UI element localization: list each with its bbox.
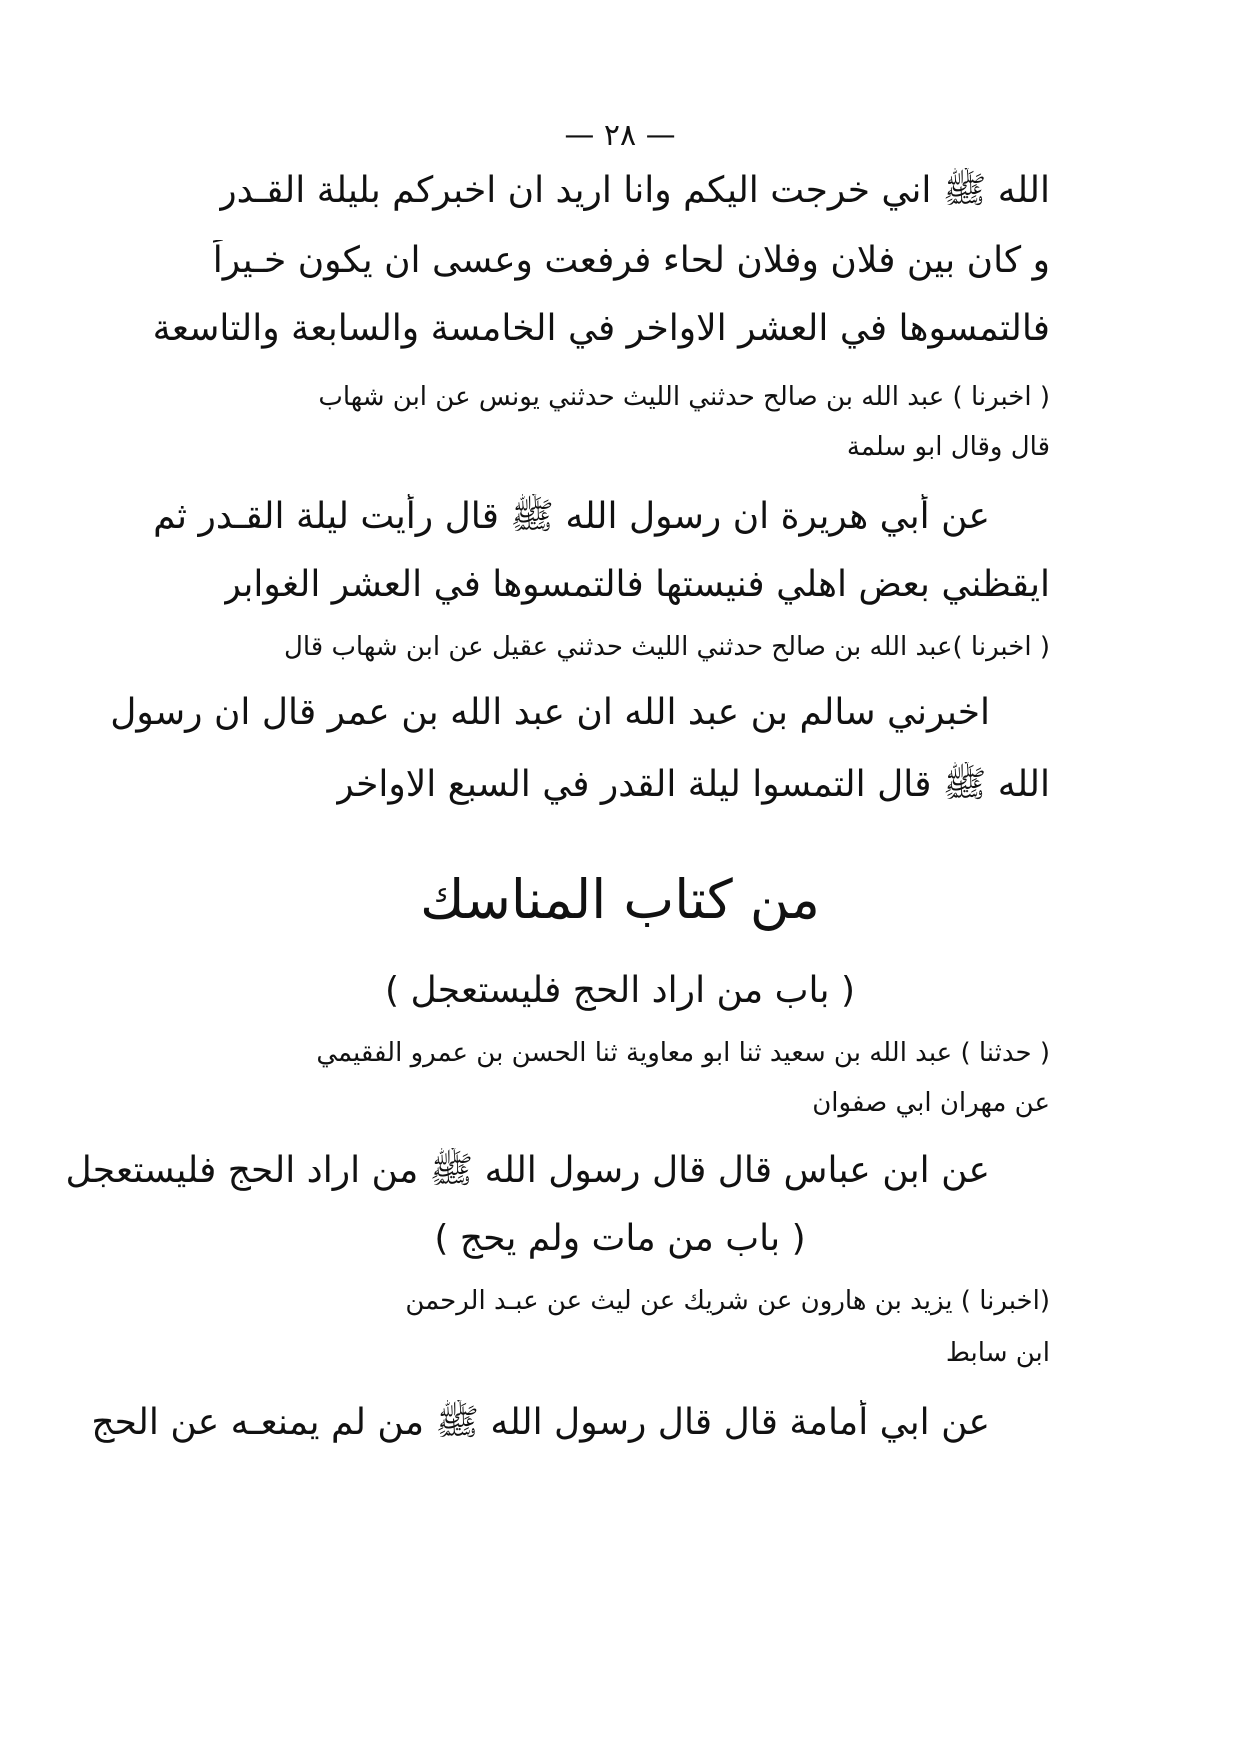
text-line-4: عن أبي هريرة ان رسول الله ﷺ قال رأيت ليلة القـدر ثم <box>153 496 990 537</box>
text-line-9: عن ابي أمامة قال قال رسول الله ﷺ من لم يمنعـه عن الحج <box>91 1402 990 1443</box>
isnad-line-5: عن مهران ابي صفوان <box>812 1088 1050 1118</box>
page-number: — ٢٨ — <box>564 118 676 153</box>
text-line-5: ايقظني بعض اهلي فنيستها فالتمسوها في العشر الغوابر <box>223 564 1050 605</box>
isnad-line-2: قال وقال ابو سلمة <box>846 432 1050 462</box>
text-line-7: الله ﷺ قال التمسوا ليلة القدر في السبع الاواخر <box>336 764 1050 805</box>
chapter-heading-1: ( باب من اراد الحج فليستعجل ) <box>384 970 856 1011</box>
text-line-6: اخبرني سالم بن عبد الله ان عبد الله بن عمر قال ان رسول <box>110 692 990 733</box>
isnad-line-7: ابن سابط <box>945 1338 1050 1368</box>
chapter-heading-2: ( باب من مات ولم يحج ) <box>434 1218 806 1259</box>
isnad-line-3: ( اخبرنا )عبد الله بن صالح حدثني الليث حدثني عقيل عن ابن شهاب قال <box>283 632 1050 662</box>
text-line-8: عن ابن عباس قال قال رسول الله ﷺ من اراد الحج فليستعجل <box>65 1150 990 1191</box>
isnad-line-6: (اخبرنا ) يزيد بن هارون عن شريك عن ليث عن عبـد الرحمن <box>405 1286 1050 1316</box>
isnad-line-1: ( اخبرنا ) عبد الله بن صالح حدثني الليث حدثني يونس عن ابن شهاب <box>318 382 1050 412</box>
text-line-3: فالتمسوها في العشر الاواخر في الخامسة والسابعة والتاسعة <box>152 308 1050 349</box>
isnad-line-4: ( حدثنا ) عبد الله بن سعيد ثنا ابو معاوية ثنا الحسن بن عمرو الفقيمي <box>316 1038 1050 1068</box>
text-line-2: و كان بين فلان وفلان لحاء فرفعت وعسى ان يكون خـيراً <box>212 240 1050 281</box>
section-title: من كتاب المناسك <box>420 868 820 931</box>
text-line-1: الله ﷺ اني خرجت اليكم وانا اريد ان اخبركم بليلة القـدر <box>219 170 1050 211</box>
